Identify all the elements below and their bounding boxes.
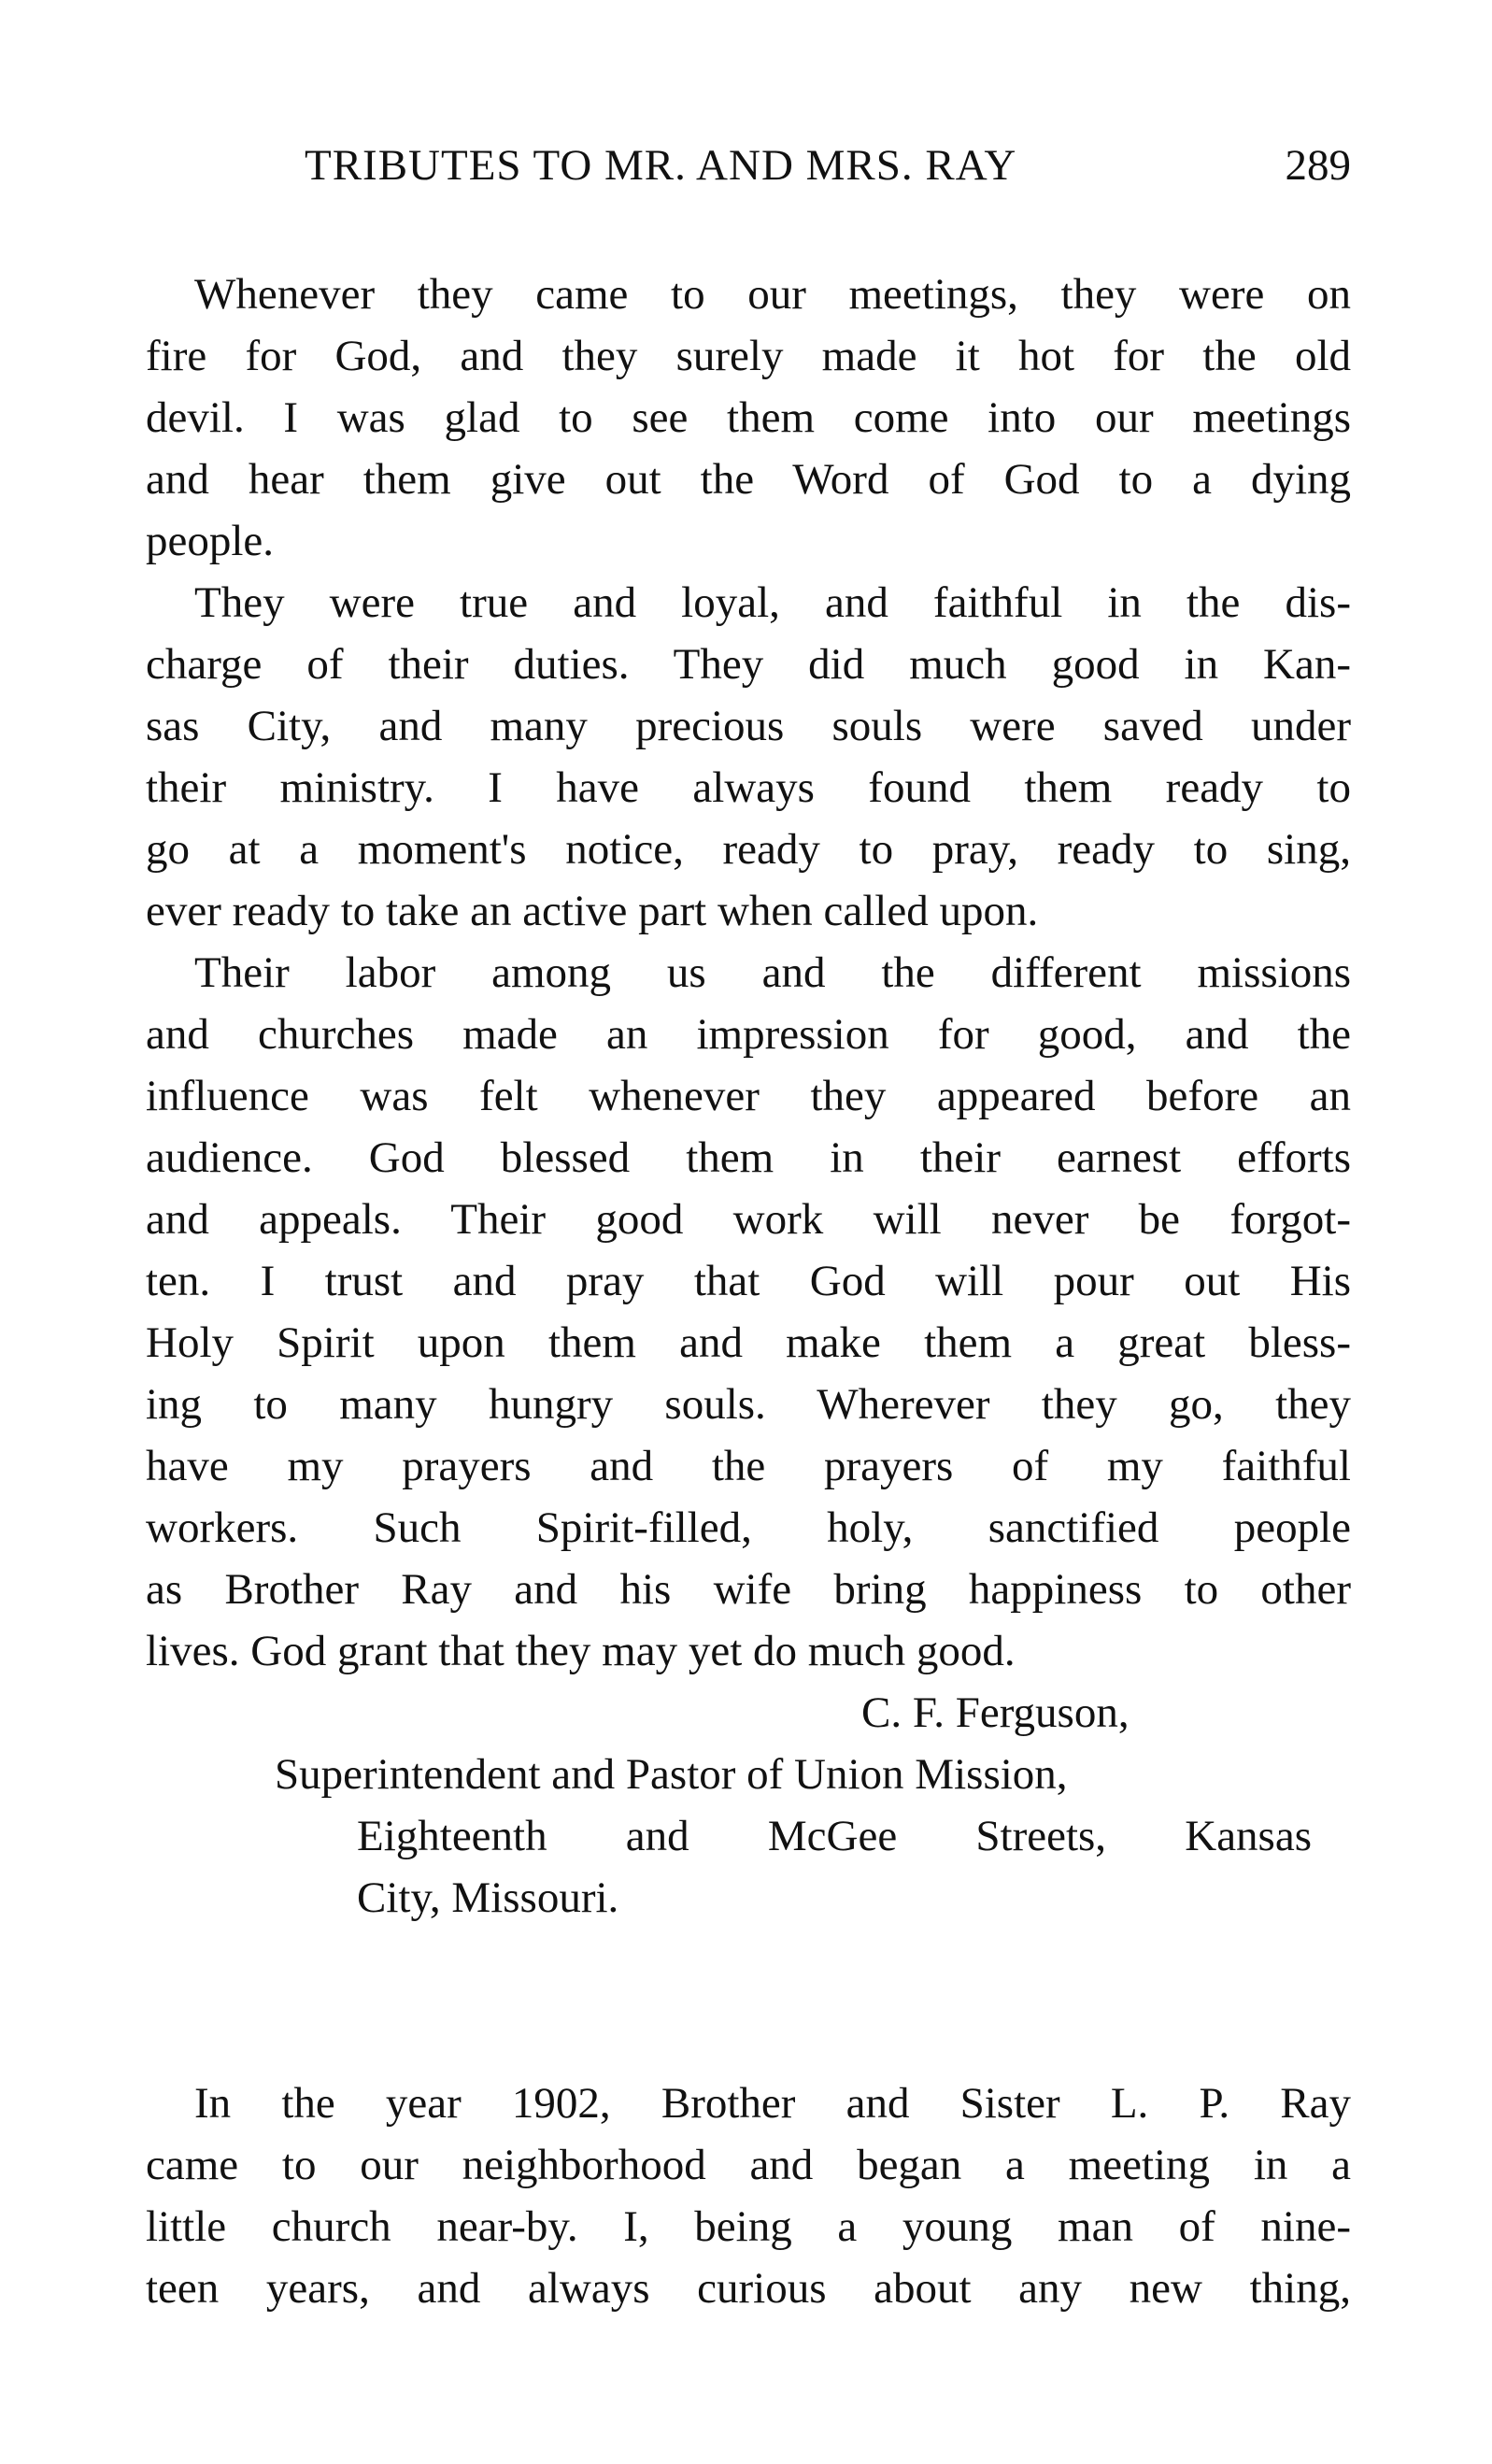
- text-line: devil. I was glad to see them come into our meetings: [146, 393, 1351, 442]
- text-line: have my prayers and the prayers of my faithful: [146, 1442, 1351, 1490]
- text-line: audience. God blessed them in their earnest efforts: [146, 1133, 1351, 1182]
- text-line: go at a moment's notice, ready to pray, ready to sing,: [146, 825, 1351, 874]
- text-line: teen years, and always curious about any new thing,: [146, 2264, 1351, 2313]
- text-line: and appeals. Their good work will never be forgot-: [146, 1195, 1351, 1244]
- signature-title-line: City, Missouri.: [357, 1873, 619, 1922]
- signature-name: C. F. Ferguson,: [861, 1688, 1130, 1737]
- signature-title-line: Superintendent and Pastor of Union Mission,: [275, 1750, 1068, 1799]
- text-line: as Brother Ray and his wife bring happiness to other: [146, 1565, 1351, 1614]
- text-line: charge of their duties. They did much good in Kan-: [146, 640, 1351, 689]
- page-header: [146, 140, 1351, 196]
- text-line: came to our neighborhood and began a meeting in a: [146, 2141, 1351, 2189]
- text-line: influence was felt whenever they appeared before an: [146, 1072, 1351, 1120]
- text-line: workers. Such Spirit-filled, holy, sanctified people: [146, 1503, 1351, 1552]
- text-line: fire for God, and they surely made it hot for the old: [146, 332, 1351, 380]
- signature-title-line: Eighteenth and McGee Streets, Kansas: [357, 1812, 1312, 1860]
- text-line: They were true and loyal, and faithful in the dis-: [194, 578, 1351, 627]
- text-line: In the year 1902, Brother and Sister L. P. Ray: [194, 2079, 1351, 2128]
- text-line: their ministry. I have always found them ready to: [146, 763, 1351, 812]
- running-head: TRIBUTES TO MR. AND MRS. RAY: [305, 141, 1017, 190]
- text-line: lives. God grant that they may yet do much good.: [146, 1627, 1016, 1675]
- text-line: Holy Spirit upon them and make them a great bless-: [146, 1318, 1351, 1367]
- text-line: and hear them give out the Word of God to a dying: [146, 455, 1351, 504]
- text-line: Their labor among us and the different missions: [194, 948, 1351, 997]
- page-number: 289: [1285, 141, 1351, 190]
- text-line: people.: [146, 517, 275, 565]
- text-line: ten. I trust and pray that God will pour out His: [146, 1257, 1351, 1305]
- text-line: sas City, and many precious souls were saved under: [146, 702, 1351, 750]
- text-line: ing to many hungry souls. Wherever they go, they: [146, 1380, 1351, 1429]
- text-line: ever ready to take an active part when called upon.: [146, 887, 1039, 935]
- text-line: and churches made an impression for good, and the: [146, 1010, 1351, 1059]
- text-line: little church near-by. I, being a young man of nine-: [146, 2202, 1351, 2251]
- text-line: Whenever they came to our meetings, they were on: [194, 270, 1351, 319]
